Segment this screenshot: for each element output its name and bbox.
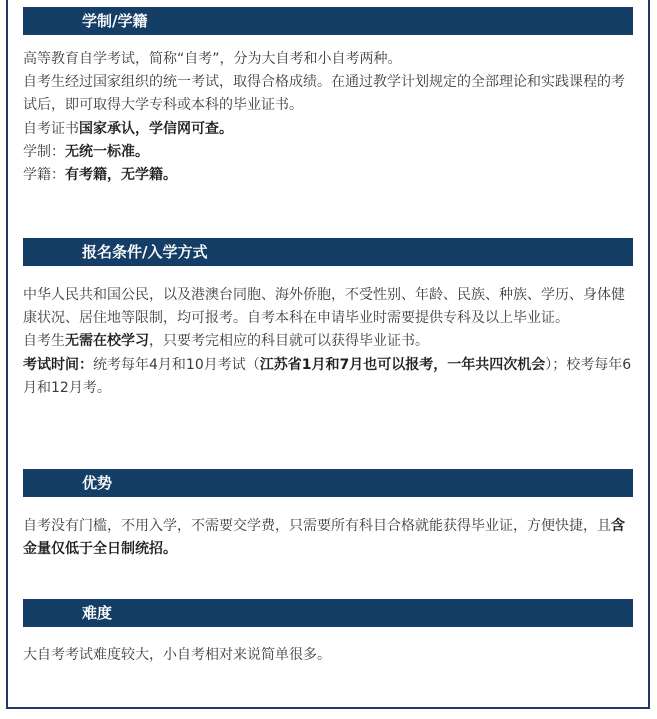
- section-header: 学制/学籍: [23, 7, 633, 35]
- section-enrollment: [23, 238, 633, 400]
- paragraph: 自考证书国家承认，学信网可查。: [23, 120, 233, 137]
- paragraph: 学制：无统一标准。: [23, 143, 149, 160]
- section-body: [23, 48, 633, 187]
- section-difficulty: [23, 599, 633, 667]
- section-body: [23, 515, 633, 561]
- paragraph: 自考生无需在校学习，只要考完相应的科目就可以获得毕业证书。: [23, 333, 429, 350]
- section-header: 报名条件/入学方式: [23, 238, 633, 266]
- section-system: [23, 7, 633, 187]
- paragraph: 中华人民共和国公民，以及港澳台同胞、海外侨胞，不受性别、年龄、民族、种族、学历、身体健康状况、居住地等限制，均可报考。自考本科在申请毕业时需要提供专科及以上毕业证。: [23, 287, 625, 327]
- section-header: 难度: [23, 599, 633, 627]
- section-advantages: [23, 469, 633, 561]
- paragraph: 自考生经过国家组织的统一考试，取得合格成绩。在通过教学计划规定的全部理论和实践课程的考试后，即可取得大学专科或本科的毕业证书。: [23, 74, 625, 114]
- section-header: 优势: [23, 469, 633, 497]
- paragraph: 大自考考试难度较大，小自考相对来说简单很多。: [23, 647, 331, 663]
- paragraph: 自考没有门槛，不用入学，不需要交学费，只需要所有科目合格就能获得毕业证，方便快捷，且含金量仅低于全日制统招。: [23, 518, 625, 558]
- paragraph: 考试时间：统考每年4月和10月考试（江苏省1月和7月也可以报考，一年共四次机会）；校考每年6月和12月考。: [23, 356, 632, 396]
- section-body: [23, 644, 633, 667]
- paragraph: 学籍：有考籍，无学籍。: [23, 167, 177, 184]
- section-body: [23, 284, 633, 400]
- paragraph: 高等教育自学考试，简称“自考”，分为大自考和小自考两种。: [23, 51, 402, 67]
